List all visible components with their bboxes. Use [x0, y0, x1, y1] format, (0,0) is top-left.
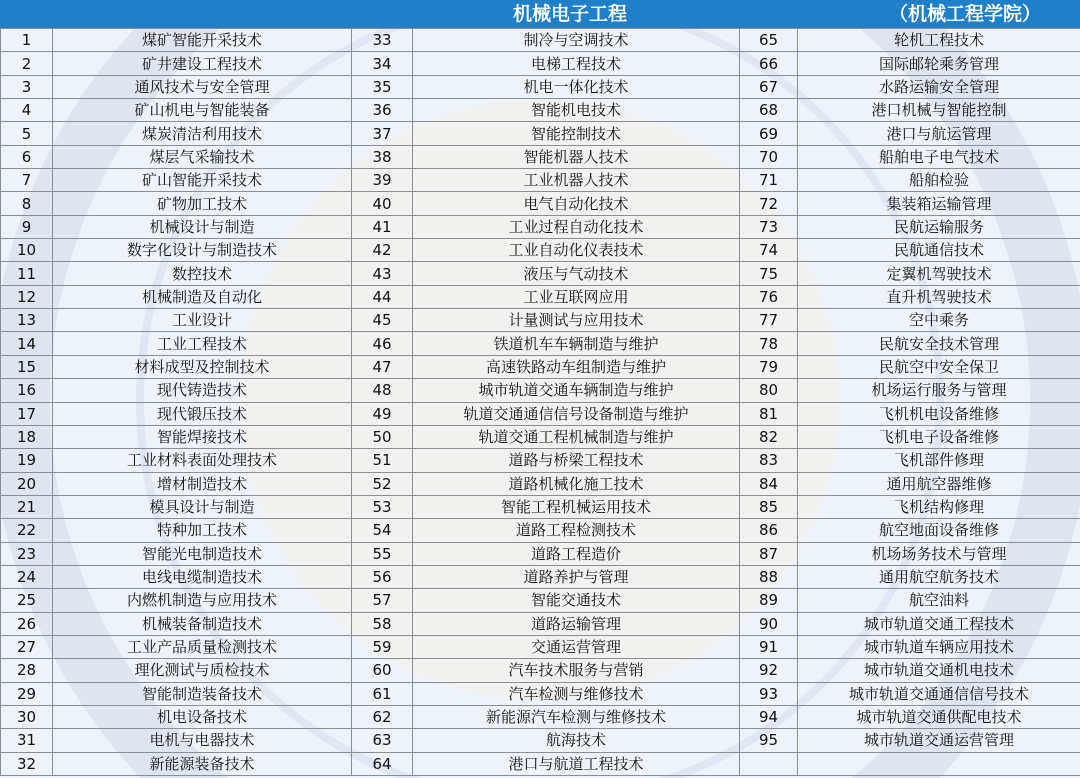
major-number: 35	[352, 75, 413, 98]
major-number: 31	[1, 729, 53, 752]
major-number: 91	[740, 635, 798, 658]
major-number: 61	[352, 682, 413, 705]
major-number: 41	[352, 215, 413, 238]
major-number: 84	[740, 472, 798, 495]
major-name: 计量测试与应用技术	[413, 309, 740, 332]
major-name: 智能机器人技术	[413, 145, 740, 168]
table-row	[1, 449, 1080, 472]
major-number: 69	[740, 122, 798, 145]
major-name: 智能机电技术	[413, 99, 740, 122]
major-name: 现代锻压技术	[53, 402, 352, 425]
major-name: 矿井建设工程技术	[53, 52, 352, 75]
major-number: 11	[1, 262, 53, 285]
major-name: 机场运行服务与管理	[798, 379, 1080, 402]
major-number: 14	[1, 332, 53, 355]
major-number: 73	[740, 215, 798, 238]
major-number	[740, 752, 798, 775]
major-name: 集装箱运输管理	[798, 192, 1080, 215]
major-name: 材料成型及控制技术	[53, 355, 352, 378]
major-name: 工业工程技术	[53, 332, 352, 355]
major-name: 民航运输服务	[798, 215, 1080, 238]
table-row	[1, 52, 1080, 75]
table-header-bar	[0, 0, 1080, 28]
major-name: 汽车技术服务与营销	[413, 659, 740, 682]
major-number: 19	[1, 449, 53, 472]
major-name: 城市轨道交通机电技术	[798, 659, 1080, 682]
majors-table-body	[1, 29, 1080, 776]
major-number: 37	[352, 122, 413, 145]
table-row	[1, 29, 1080, 52]
major-name: 民航安全技术管理	[798, 332, 1080, 355]
major-name: 轨道交通工程机械制造与维护	[413, 425, 740, 448]
major-number: 44	[352, 285, 413, 308]
major-name: 液压与气动技术	[413, 262, 740, 285]
major-name: 道路运输管理	[413, 612, 740, 635]
major-name: 城市轨道车辆应用技术	[798, 635, 1080, 658]
major-name: 水路运输安全管理	[798, 75, 1080, 98]
major-number: 6	[1, 145, 53, 168]
major-name: 特种加工技术	[53, 519, 352, 542]
major-number: 13	[1, 309, 53, 332]
major-name: 通用航空航务技术	[798, 565, 1080, 588]
major-number: 86	[740, 519, 798, 542]
major-name: 工业设计	[53, 309, 352, 332]
major-number: 63	[352, 729, 413, 752]
major-name: 高速铁路动车组制造与维护	[413, 355, 740, 378]
major-name: 城市轨道交通工程技术	[798, 612, 1080, 635]
major-name: 电梯工程技术	[413, 52, 740, 75]
major-number: 55	[352, 542, 413, 565]
major-number: 22	[1, 519, 53, 542]
table-row	[1, 145, 1080, 168]
table-row	[1, 122, 1080, 145]
major-number: 50	[352, 425, 413, 448]
major-name: 新能源装备技术	[53, 752, 352, 775]
table-row	[1, 215, 1080, 238]
major-name: 电机与电器技术	[53, 729, 352, 752]
major-name: 道路与桥梁工程技术	[413, 449, 740, 472]
category-title: 机械电子工程	[512, 3, 627, 25]
major-name: 智能控制技术	[413, 122, 740, 145]
major-number: 65	[740, 29, 798, 52]
table-row	[1, 192, 1080, 215]
major-number: 75	[740, 262, 798, 285]
major-name: 矿山智能开采技术	[53, 169, 352, 192]
major-name: 工业过程自动化技术	[413, 215, 740, 238]
major-name: 工业互联网应用	[413, 285, 740, 308]
major-name: 工业产品质量检测技术	[53, 635, 352, 658]
table-row	[1, 402, 1080, 425]
major-number: 77	[740, 309, 798, 332]
table-row	[1, 729, 1080, 752]
major-number: 24	[1, 565, 53, 588]
major-name: 港口与航道工程技术	[413, 752, 740, 775]
major-name: 汽车检测与维修技术	[413, 682, 740, 705]
major-name: 智能焊接技术	[53, 425, 352, 448]
major-number: 30	[1, 705, 53, 728]
major-name: 城市轨道交通车辆制造与维护	[413, 379, 740, 402]
major-number: 39	[352, 169, 413, 192]
major-name: 机电设备技术	[53, 705, 352, 728]
major-number: 42	[352, 239, 413, 262]
major-number: 52	[352, 472, 413, 495]
major-number: 54	[352, 519, 413, 542]
major-name: 飞机结构修理	[798, 495, 1080, 518]
table-row	[1, 262, 1080, 285]
major-number: 5	[1, 122, 53, 145]
major-name: 模具设计与制造	[53, 495, 352, 518]
major-number: 87	[740, 542, 798, 565]
major-number: 18	[1, 425, 53, 448]
major-number: 78	[740, 332, 798, 355]
table-row	[1, 332, 1080, 355]
major-number: 53	[352, 495, 413, 518]
major-number: 25	[1, 589, 53, 612]
table-row	[1, 309, 1080, 332]
major-name: 道路机械化施工技术	[413, 472, 740, 495]
major-number: 7	[1, 169, 53, 192]
major-number: 3	[1, 75, 53, 98]
major-name: 增材制造技术	[53, 472, 352, 495]
major-number: 76	[740, 285, 798, 308]
major-number: 51	[352, 449, 413, 472]
major-number: 38	[352, 145, 413, 168]
table-row	[1, 682, 1080, 705]
major-number: 4	[1, 99, 53, 122]
major-number: 83	[740, 449, 798, 472]
table-row	[1, 239, 1080, 262]
major-name: 城市轨道交通供配电技术	[798, 705, 1080, 728]
major-name: 轨道交通通信信号设备制造与维护	[413, 402, 740, 425]
major-number: 29	[1, 682, 53, 705]
major-name: 智能光电制造技术	[53, 542, 352, 565]
major-number: 80	[740, 379, 798, 402]
major-name: 工业材料表面处理技术	[53, 449, 352, 472]
major-number: 67	[740, 75, 798, 98]
major-number: 34	[352, 52, 413, 75]
major-number: 71	[740, 169, 798, 192]
major-name: 航空油料	[798, 589, 1080, 612]
major-name: 轮机工程技术	[798, 29, 1080, 52]
major-number: 88	[740, 565, 798, 588]
major-number: 15	[1, 355, 53, 378]
major-name: 空中乘务	[798, 309, 1080, 332]
major-number: 20	[1, 472, 53, 495]
major-name: 数字化设计与制造技术	[53, 239, 352, 262]
major-name: 航空地面设备维修	[798, 519, 1080, 542]
major-name: 机械装备制造技术	[53, 612, 352, 635]
major-name: 交通运营管理	[413, 635, 740, 658]
major-name: 矿山机电与智能装备	[53, 99, 352, 122]
major-name: 民航通信技术	[798, 239, 1080, 262]
major-name: 机电一体化技术	[413, 75, 740, 98]
major-number: 45	[352, 309, 413, 332]
table-row	[1, 355, 1080, 378]
majors-table	[0, 28, 1080, 776]
major-number: 36	[352, 99, 413, 122]
major-number: 1	[1, 29, 53, 52]
major-name: 智能制造装备技术	[53, 682, 352, 705]
table-row	[1, 612, 1080, 635]
table-row	[1, 425, 1080, 448]
table-row	[1, 635, 1080, 658]
major-name: 直升机驾驶技术	[798, 285, 1080, 308]
major-name: 航海技术	[413, 729, 740, 752]
major-name: 城市轨道交通运营管理	[798, 729, 1080, 752]
major-number: 68	[740, 99, 798, 122]
major-number: 9	[1, 215, 53, 238]
major-name: 通用航空器维修	[798, 472, 1080, 495]
table-row	[1, 519, 1080, 542]
major-number: 74	[740, 239, 798, 262]
major-number: 47	[352, 355, 413, 378]
major-name: 国际邮轮乘务管理	[798, 52, 1080, 75]
major-name: 智能交通技术	[413, 589, 740, 612]
major-number: 82	[740, 425, 798, 448]
major-name: 矿物加工技术	[53, 192, 352, 215]
table-row	[1, 285, 1080, 308]
major-number: 58	[352, 612, 413, 635]
major-number: 57	[352, 589, 413, 612]
major-number: 66	[740, 52, 798, 75]
major-number: 92	[740, 659, 798, 682]
major-number: 40	[352, 192, 413, 215]
table-row	[1, 99, 1080, 122]
major-name: 机械制造及自动化	[53, 285, 352, 308]
major-number: 43	[352, 262, 413, 285]
table-row	[1, 379, 1080, 402]
major-name: 民航空中安全保卫	[798, 355, 1080, 378]
major-number: 72	[740, 192, 798, 215]
major-name: 数控技术	[53, 262, 352, 285]
major-number: 23	[1, 542, 53, 565]
major-number: 60	[352, 659, 413, 682]
major-number: 56	[352, 565, 413, 588]
major-name: 道路工程检测技术	[413, 519, 740, 542]
major-number: 79	[740, 355, 798, 378]
major-name: 制冷与空调技术	[413, 29, 740, 52]
major-name: 新能源汽车检测与维修技术	[413, 705, 740, 728]
major-name: 船舶检验	[798, 169, 1080, 192]
major-number: 16	[1, 379, 53, 402]
major-name	[798, 752, 1080, 775]
major-name: 船舶电子电气技术	[798, 145, 1080, 168]
table-row	[1, 169, 1080, 192]
major-name: 通风技术与安全管理	[53, 75, 352, 98]
major-name: 飞机部件修理	[798, 449, 1080, 472]
major-number: 28	[1, 659, 53, 682]
major-name: 煤炭清洁利用技术	[53, 122, 352, 145]
major-number: 64	[352, 752, 413, 775]
major-number: 2	[1, 52, 53, 75]
major-name: 道路工程造价	[413, 542, 740, 565]
major-name: 工业自动化仪表技术	[413, 239, 740, 262]
major-name: 铁道机车车辆制造与维护	[413, 332, 740, 355]
major-name: 港口机械与智能控制	[798, 99, 1080, 122]
table-row	[1, 752, 1080, 775]
major-name: 电线电缆制造技术	[53, 565, 352, 588]
major-number: 95	[740, 729, 798, 752]
major-name: 城市轨道交通通信信号技术	[798, 682, 1080, 705]
major-name: 飞机机电设备维修	[798, 402, 1080, 425]
major-number: 48	[352, 379, 413, 402]
table-row	[1, 495, 1080, 518]
major-name: 工业机器人技术	[413, 169, 740, 192]
major-name: 煤矿智能开采技术	[53, 29, 352, 52]
major-number: 93	[740, 682, 798, 705]
major-number: 90	[740, 612, 798, 635]
major-name: 理化测试与质检技术	[53, 659, 352, 682]
major-number: 49	[352, 402, 413, 425]
major-number: 81	[740, 402, 798, 425]
major-number: 89	[740, 589, 798, 612]
table-row	[1, 705, 1080, 728]
major-number: 62	[352, 705, 413, 728]
table-row	[1, 565, 1080, 588]
major-name: 定翼机驾驶技术	[798, 262, 1080, 285]
major-name: 智能工程机械运用技术	[413, 495, 740, 518]
table-row	[1, 659, 1080, 682]
major-name: 港口与航运管理	[798, 122, 1080, 145]
major-number: 8	[1, 192, 53, 215]
major-name: 电气自动化技术	[413, 192, 740, 215]
major-number: 85	[740, 495, 798, 518]
college-subtitle: （机械工程学院）	[888, 3, 1041, 25]
major-name: 现代铸造技术	[53, 379, 352, 402]
major-number: 94	[740, 705, 798, 728]
table-row	[1, 589, 1080, 612]
major-number: 10	[1, 239, 53, 262]
major-name: 煤层气采输技术	[53, 145, 352, 168]
major-number: 12	[1, 285, 53, 308]
major-number: 17	[1, 402, 53, 425]
major-number: 33	[352, 29, 413, 52]
major-number: 27	[1, 635, 53, 658]
major-name: 飞机电子设备维修	[798, 425, 1080, 448]
table-row	[1, 542, 1080, 565]
major-name: 内燃机制造与应用技术	[53, 589, 352, 612]
major-number: 21	[1, 495, 53, 518]
major-number: 46	[352, 332, 413, 355]
major-number: 26	[1, 612, 53, 635]
major-name: 道路养护与管理	[413, 565, 740, 588]
major-name: 机械设计与制造	[53, 215, 352, 238]
major-number: 59	[352, 635, 413, 658]
table-row	[1, 75, 1080, 98]
major-number: 70	[740, 145, 798, 168]
major-name: 机场场务技术与管理	[798, 542, 1080, 565]
table-row	[1, 472, 1080, 495]
major-number: 32	[1, 752, 53, 775]
